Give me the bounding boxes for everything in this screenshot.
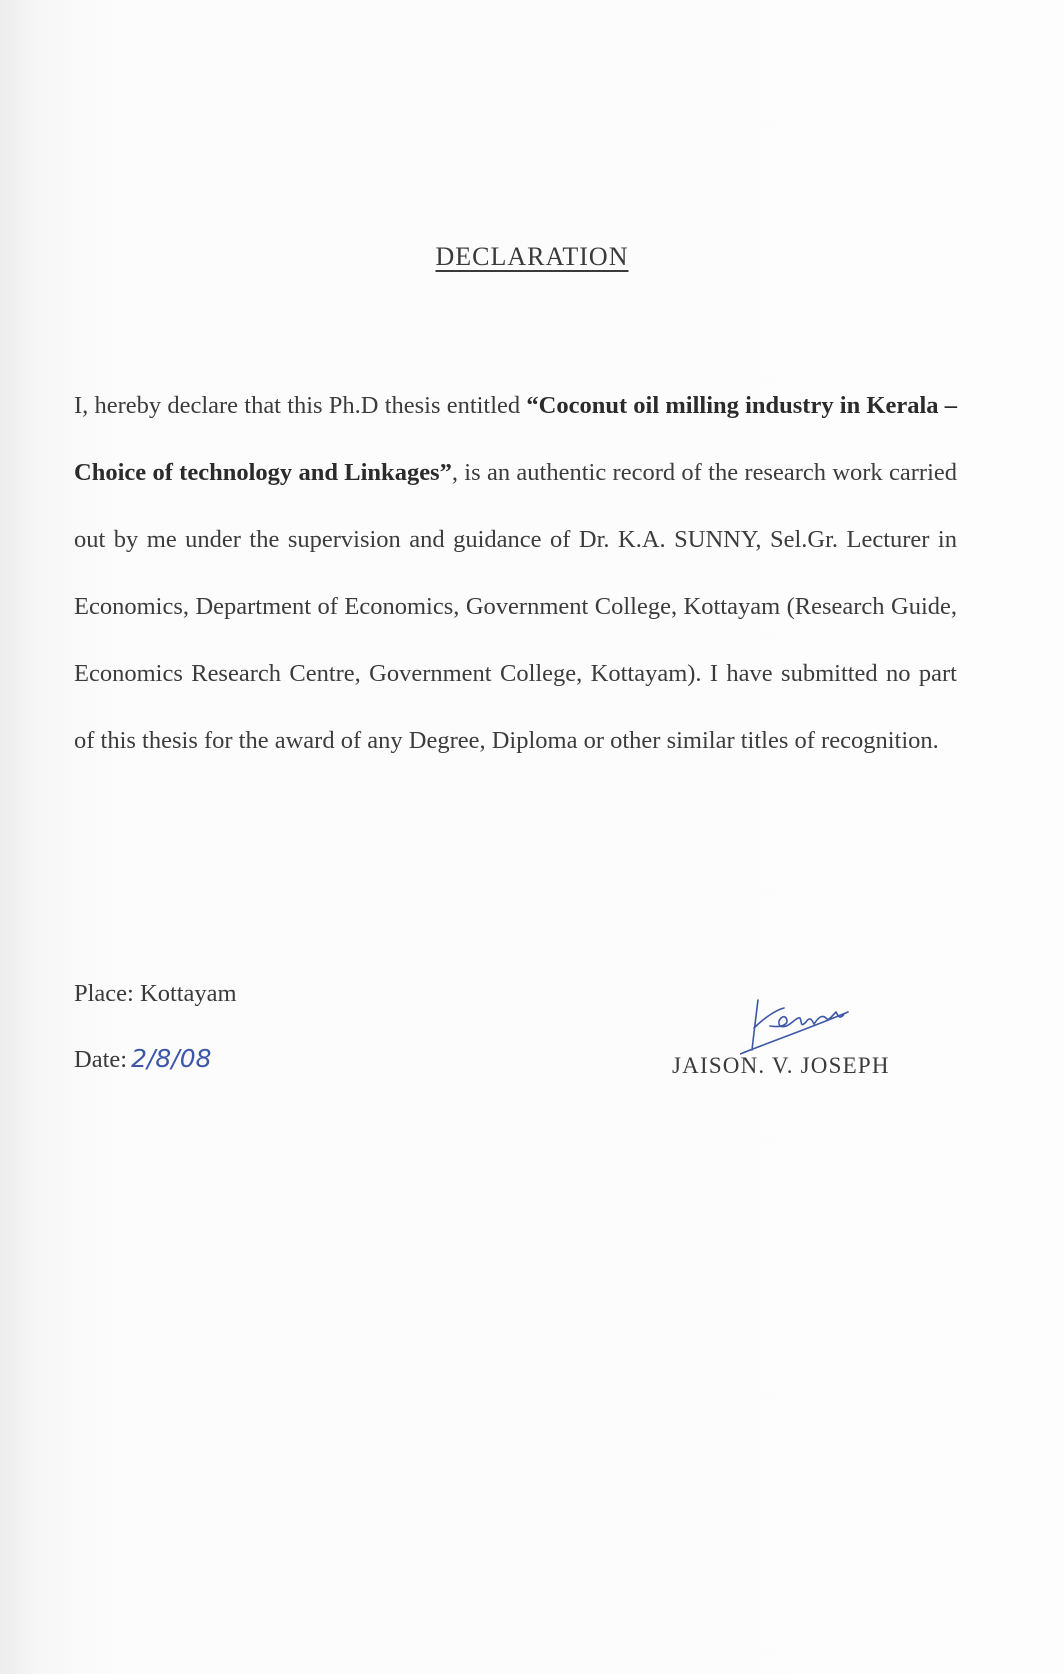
place-line bbox=[74, 980, 237, 1008]
place-value: Kottayam bbox=[140, 980, 237, 1007]
thesis-title: “Coconut oil milling industry in Kerala –Choice of technology and Linkages” bbox=[74, 392, 957, 486]
page-title bbox=[0, 242, 1064, 272]
signer-name: JAISON. V. JOSEPH bbox=[672, 1053, 890, 1078]
date-label: Date: bbox=[74, 1046, 128, 1073]
signature-icon bbox=[740, 988, 890, 1058]
declaration-body: , is an authentic record of the research work carried out by me under the supervision and guidance of Dr. K.A. SUNNY, Sel.Gr. Lecturer in Economics, Department of Economics, Government College, Kottayam (Research Guide, Economics Research Centre, Government College, Kottayam). I have submitted no part of this thesis for the award of any Degree, Diploma or other similar titles of recognition. bbox=[74, 459, 957, 754]
page-title-text: DECLARATION bbox=[435, 242, 629, 271]
handwritten-date: 2/8/08 bbox=[131, 1044, 212, 1073]
declaration-paragraph bbox=[74, 372, 957, 774]
date-line bbox=[74, 1044, 212, 1074]
declaration-intro: I, hereby declare that this Ph.D thesis entitled bbox=[74, 392, 527, 419]
place-label: Place: bbox=[74, 980, 134, 1007]
